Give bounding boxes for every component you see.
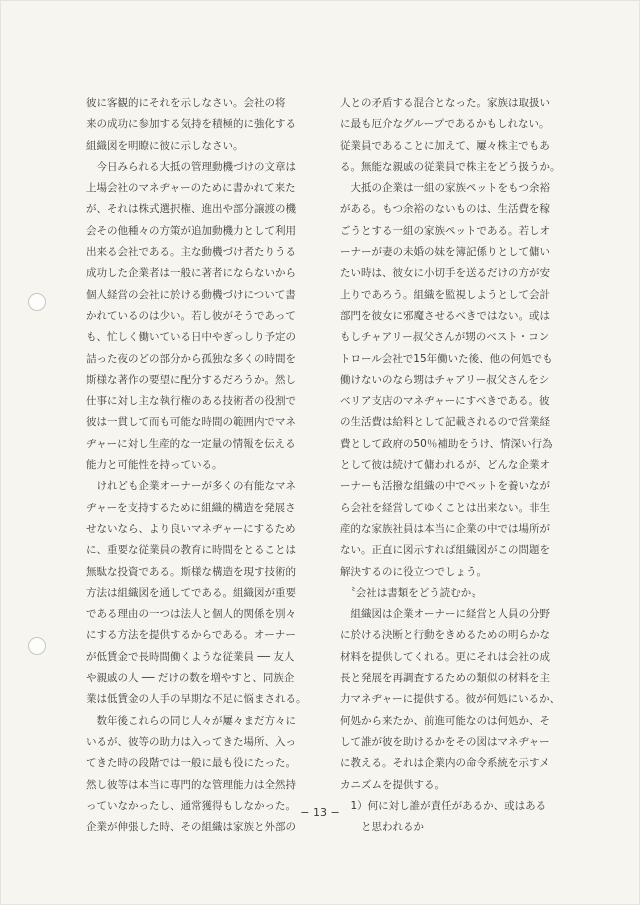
text-line: ら会社を経営してゆくことは出来ない。非生 <box>340 501 550 514</box>
text-line: 無駄な投資である。斯様な構造を現す技術的 <box>86 565 296 578</box>
text-line: に最も厄介なグループであるかもしれない。 <box>340 118 550 131</box>
text-line: 産的な家族社員は本当に企業の中では場所が <box>340 522 550 535</box>
text-line: が、それは株式選択権、進出や部分譲渡の機 <box>86 203 296 216</box>
text-line: 成功した企業者は一般に著者にならないから <box>86 267 296 280</box>
text-line: いるが、彼等の助力は入ってきた場所、入っ <box>86 735 296 748</box>
text-line: 従業員であることに加えて、屢々株主でもあ <box>340 139 550 152</box>
text-line: 何処から来たか、前進可能なのは何処か、そ <box>340 714 550 727</box>
text-line: かれているのは少い。若し彼がそうであって <box>86 309 296 322</box>
text-line: トロール会社で15年働いた後、他の何処でも <box>340 352 553 365</box>
text-line: ない。正直に図示すれば組織図がこの問題を <box>340 544 550 557</box>
punch-hole <box>28 293 46 311</box>
text-line: ヂャーに対し生産的な一定量の情報を伝える <box>86 437 296 450</box>
text-line: がある。もつ余裕のないものは、生活費を稼 <box>340 203 550 216</box>
text-line: して誰が彼を助けるかをその図はマネヂャー <box>340 735 550 748</box>
text-line: 材料を提供してくれる。更にそれは会社の成 <box>340 650 550 663</box>
text-line: 会その他種々の方策が追加動機力として利用 <box>86 224 296 237</box>
text-line: 費として政府の50％補助をうけ、情深い行為 <box>340 437 553 450</box>
text-line: 個人経営の会社に於ける動機づけについて書 <box>86 288 296 301</box>
text-line: 人との矛盾する混合となった。家族は取扱い <box>340 97 550 109</box>
text-line: てきた時の段階では一般に最も役にたった。 <box>86 757 296 770</box>
text-line: や親戚の人 ── だけの数を増やすと、同族企 <box>86 672 295 685</box>
text-line: 方法は組織図を通してである。組織図が重要 <box>86 586 296 599</box>
text-line: 組織図を明瞭に彼に示しなさい。 <box>86 139 244 152</box>
text-line: 然し彼等は本当に専門的な管理能力は全然持 <box>86 778 296 791</box>
text-line: 業は低賃金の人手の早期な不足に悩まされる。 <box>86 693 307 706</box>
text-line: っていなかったし、通常獲得もしなかった。 <box>86 799 296 812</box>
text-line: ベリア支店のマネヂャーにすべきである。彼 <box>340 395 550 408</box>
text-line: ヂャーを支持するために組織的構造を発展さ <box>86 501 296 514</box>
text-line: に、重要な従業員の教育に時間をとることは <box>86 544 296 557</box>
text-line: けれども企業オーナーが多くの有能なマネ <box>86 480 296 493</box>
text-line: もしチャアリー叔父さんが甥のベスト・コン <box>340 331 550 344</box>
text-line: 企業が伸張した時、その組織は家族と外部の <box>86 821 296 834</box>
text-line: 組織図は企業オーナーに経営と人員の分野 <box>340 608 550 621</box>
text-line: 彼に客観的にそれを示しなさい。会社の将 <box>86 97 286 109</box>
text-line: である理由の一つは法人と個人的関係を別々 <box>86 608 296 621</box>
text-line: 能力と可能性を持っている。 <box>86 459 223 472</box>
text-line: 上場会社のマネヂャーのために書かれて来た <box>86 182 296 195</box>
page-number: − 13 − <box>300 806 340 819</box>
text-line: 出来る会社である。主な動機づけ者たりうる <box>86 246 296 259</box>
text-line: も、忙しく働いている日中やぎっしり予定の <box>86 331 296 344</box>
text-line: カニズムを提供する。 <box>340 778 445 791</box>
right-column <box>340 93 567 838</box>
text-line: 長と発展を再調査するための類似の材料を主 <box>340 672 550 685</box>
text-line: 力マネヂャーに提供する。彼が何処にいるか、 <box>340 693 561 706</box>
text-line: 斯様な著作の要望に配分するだろうか。然し <box>86 373 296 386</box>
text-line: の生活費は給料として記載されるので営業経 <box>340 416 550 429</box>
text-line: として彼は続けて傭われるが、どんな企業オ <box>340 459 550 472</box>
text-line: る。無能な親戚の従業員で株主をどう扱うか。 <box>340 160 561 173</box>
text-line: 彼は一貫して而も可能な時間の範囲内でマネ <box>86 416 296 429</box>
left-column <box>86 93 311 838</box>
text-line: 今日みられる大抵の管理動機づけの文章は <box>86 160 296 173</box>
text-line: 働けないのなら甥はチャアリー叔父さんをシ <box>340 373 550 386</box>
text-line: 解決するのに役立つでしょう。 <box>340 565 487 578</box>
text-line: と思われるか <box>340 821 424 834</box>
text-line: 〝会社は書類をどう読むか〟 <box>340 586 482 599</box>
text-line: 来の成功に参加する気持を積極的に強化する <box>86 118 296 131</box>
text-line: 1）何に対し誰が責任があるか、或はある <box>340 799 547 812</box>
text-line: たい時は、彼女に小切手を送るだけの方が安 <box>340 267 550 280</box>
text-line: せないなら、より良いマネヂャーにするため <box>86 522 296 535</box>
text-line: 上りであろう。組織を監視しようとして会計 <box>340 288 550 301</box>
text-line: 詰った夜のどの部分から孤独な多くの時間を <box>86 352 296 365</box>
text-line: 部門を彼女に邪魔させるべきではない。或は <box>340 309 550 322</box>
text-line: にする方法を提供するからである。オーナー <box>86 629 296 642</box>
text-line: が低賃金で長時間働くような従業員 ── 友人 <box>86 650 295 663</box>
text-line: に教える。それは企業内の命令系統を示すメ <box>340 757 550 770</box>
text-line: ごうとする一組の家族ペットである。若しオ <box>340 224 550 237</box>
text-line: ーナーも活撥な組織の中でペットを養いなが <box>340 480 550 493</box>
text-line: 仕事に対し主な執行権のある技術者の役割で <box>86 395 296 408</box>
text-line: 数年後これらの同じ人々が屢々まだ方々に <box>86 714 296 727</box>
text-line: ーナーが妻の未婚の妹を簿記係りとして傭い <box>340 246 550 259</box>
punch-hole <box>28 637 46 655</box>
text-line: に於ける決断と行動をきめるための明らかな <box>340 629 550 642</box>
text-line: 大抵の企業は一組の家族ペットをもつ余裕 <box>340 182 550 195</box>
